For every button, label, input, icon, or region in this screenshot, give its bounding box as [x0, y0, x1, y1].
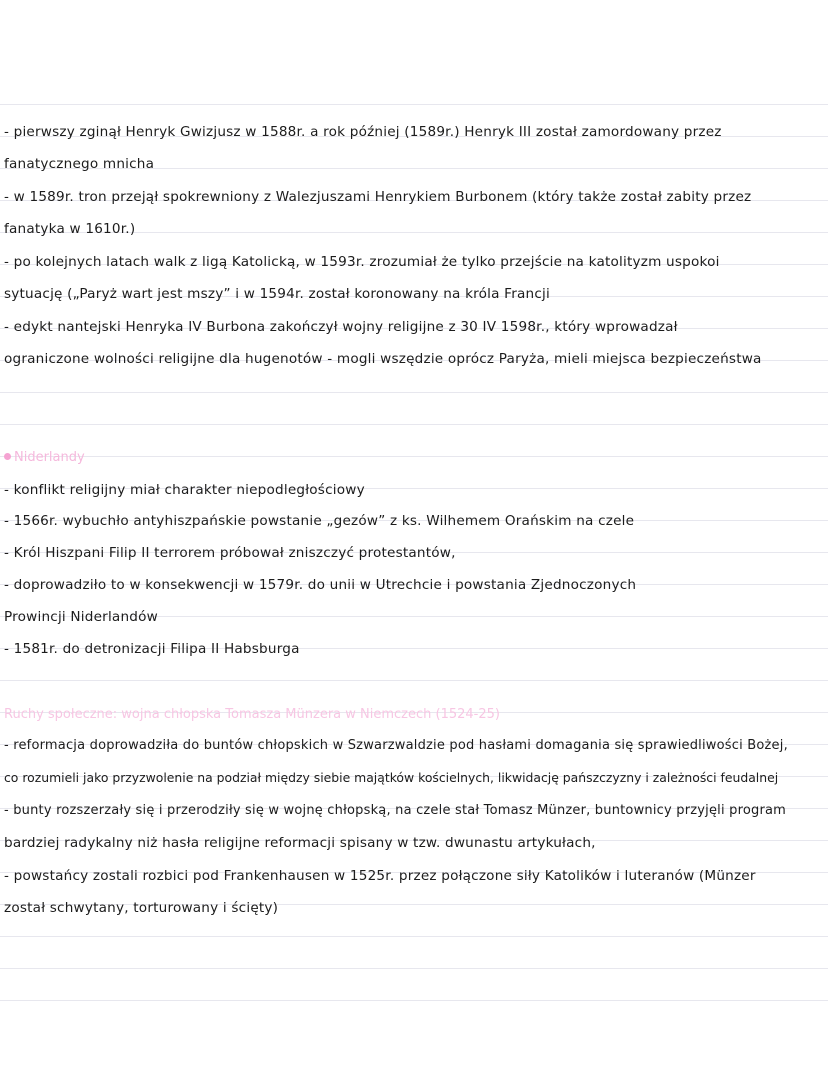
section-heading: Ruchy społeczne: wojna chłopska Tomasza Münzera w Niemczech (1524-25)	[4, 707, 500, 722]
note-line: - reformacja doprowadziła do buntów chłopskich w Szwarzwaldzie pod hasłami domagania się sprawiedliwości Bożej,	[4, 738, 788, 753]
note-line: - po kolejnych latach walk z ligą Katolicką, w 1593r. zrozumiał że tylko przejście na katolityzm uspokoi	[4, 254, 720, 270]
note-line: - powstańcy zostali rozbici pod Frankenhausen w 1525r. przez połączone siły Katolików i luteranów (Münzer	[4, 868, 756, 884]
note-line: - edykt nantejski Henryka IV Burbona zakończył wojny religijne z 30 IV 1598r., który wprowadzał	[4, 319, 678, 335]
note-line: fanatyka w 1610r.)	[4, 221, 136, 237]
note-line: - 1581r. do detronizacji Filipa II Habsburga	[4, 641, 300, 657]
note-line: - pierwszy zginął Henryk Gwizjusz w 1588r. a rok później (1589r.) Henryk III został zamordowany przez	[4, 124, 722, 140]
pink-bullet-icon	[4, 453, 11, 460]
note-line: bardziej radykalny niż hasła religijne reformacji spisany w tzw. dwunastu artykułach,	[4, 835, 596, 851]
section-heading	[4, 448, 85, 468]
note-line: - doprowadziło to w konsekwencji w 1579r. do unii w Utrechcie i powstania Zjednoczonych	[4, 577, 637, 593]
note-line: ograniczone wolności religijne dla hugenotów - mogli wszędzie oprócz Paryża, mieli miejsca bezpieczeństwa	[4, 351, 762, 367]
note-line: sytuację („Paryż wart jest mszy” i w 1594r. został koronowany na króla Francji	[4, 286, 550, 302]
note-line: - bunty rozszerzały się i przerodziły się w wojnę chłopską, na czele stał Tomasz Münzer, buntownicy przyjęli program	[4, 803, 787, 818]
note-line: został schwytany, torturowany i ścięty)	[4, 900, 279, 916]
note-line: fanatycznego mnicha	[4, 156, 155, 172]
note-line: co rozumieli jako przyzwolenie na podział między siebie majątków kościelnych, likwidację pańszczyzny i zależności feudalnej	[4, 770, 779, 785]
note-line: - konflikt religijny miał charakter niepodległościowy	[4, 482, 365, 498]
note-line: Prowincji Niderlandów	[4, 609, 158, 625]
note-line: - Król Hiszpani Filip II terrorem próbował zniszczyć protestantów,	[4, 545, 456, 561]
section-heading-text: Niderlandy	[14, 450, 85, 465]
note-line: - w 1589r. tron przejął spokrewniony z Walezjuszami Henrykiem Burbonem (który także został zabity przez	[4, 189, 752, 205]
note-line: - 1566r. wybuchło antyhiszpańskie powstanie „gezów” z ks. Wilhemem Orańskim na czele	[4, 513, 635, 529]
